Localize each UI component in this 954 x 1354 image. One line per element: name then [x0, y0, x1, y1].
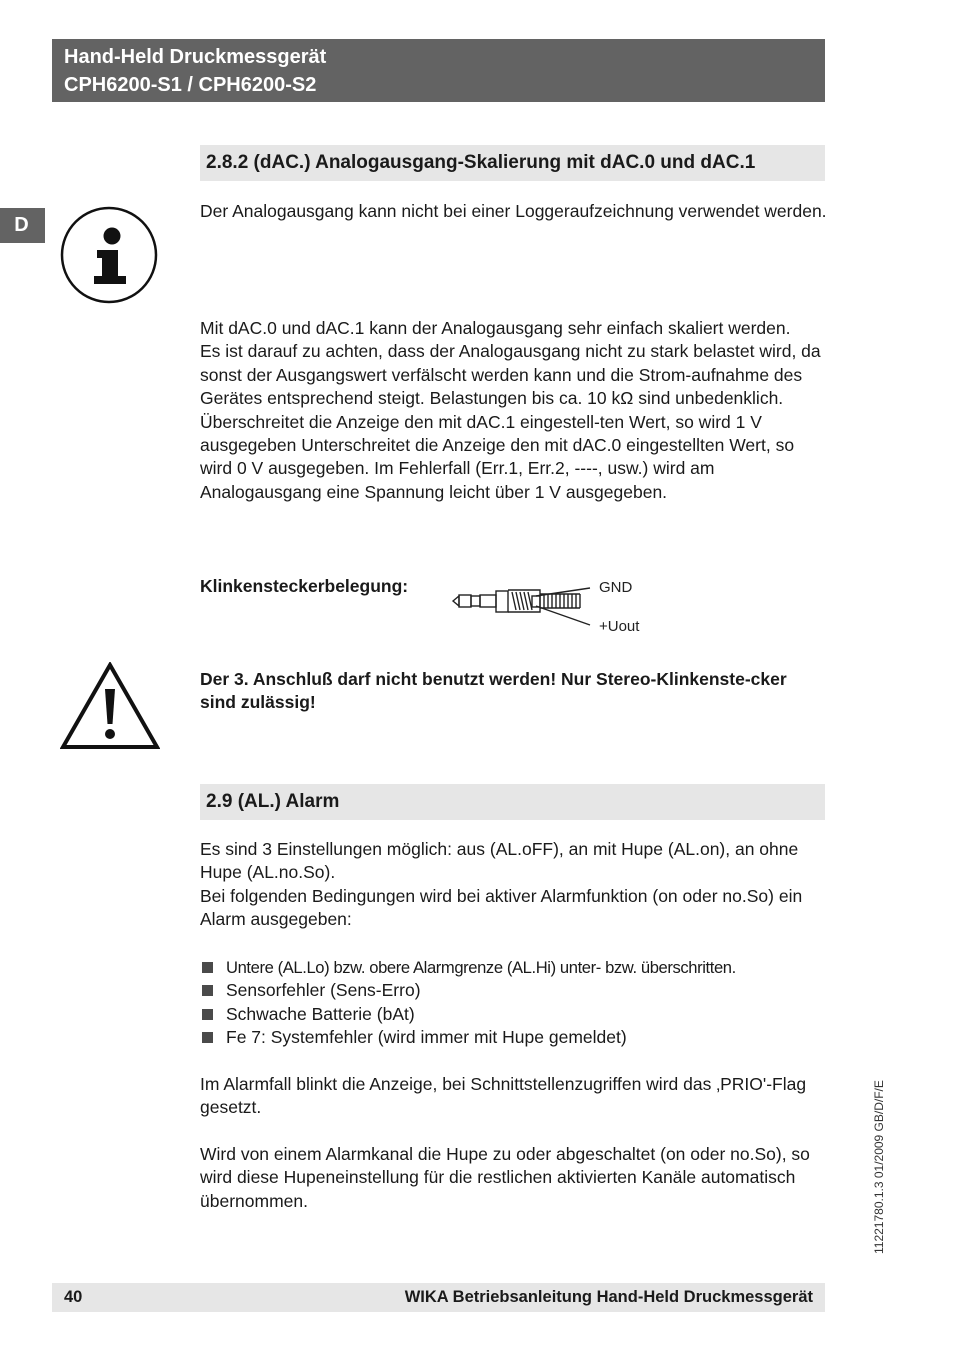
warning-icon [60, 662, 160, 750]
paragraph: Bei folgenden Bedingungen wird bei aktiver Alarmfunktion (on oder no.So) ein Alarm ausgegeben: [200, 885, 803, 930]
alarm-blink-text: Im Alarmfall blinkt die Anzeige, bei Schnittstellenzugriffen wird das ‚PRIO'-Flag gesetzt. [200, 1074, 807, 1118]
list-item: Fe 7: Systemfehler (wird immer mit Hupe gemeldet) [200, 1026, 828, 1049]
document-header [52, 39, 825, 102]
plug-assignment-label: Klinkensteckerbelegung: [200, 576, 409, 596]
section-282-body [200, 317, 828, 504]
list-item: Sensorfehler (Sens-Erro) [200, 979, 828, 1002]
bullet-square-icon [202, 1032, 213, 1043]
bullet-square-icon [202, 985, 213, 996]
document-footer [52, 1283, 825, 1312]
section-heading-29: 2.9 (AL.) Alarm [200, 784, 825, 820]
header-title-line2: CPH6200-S1 / CPH6200-S2 [64, 74, 317, 96]
language-tab: D [0, 208, 45, 243]
paragraph: Mit dAC.0 und dAC.1 kann der Analogausgang sehr einfach skaliert werden. [200, 318, 791, 338]
page-number: 40 [64, 1288, 83, 1306]
section-heading-282: 2.8.2 (dAC.) Analogausgang-Skalierung mit dAC.0 und dAC.1 [200, 145, 825, 181]
document-code: 11221780.1.3 01/2009 GB/D/F/E [872, 1080, 886, 1254]
info-note-text: Der Analogausgang kann nicht bei einer Loggeraufzeichnung verwendet werden. [200, 201, 827, 221]
plug-gnd-label: GND [599, 579, 633, 596]
alarm-horn-text: Wird von einem Alarmkanal die Hupe zu oder abgeschaltet (on oder no.So), so wird diese Hupeneinstellung für die restlichen aktivierten Kanäle automatisch übernommen. [200, 1144, 810, 1211]
plug-uout-label: +Uout [599, 618, 640, 635]
section-29-intro [200, 838, 828, 932]
warning-text: Der 3. Anschluß darf nicht benutzt werden! Nur Stereo-Klinkenste-cker sind zulässig! [200, 669, 787, 713]
alarm-conditions-list [200, 956, 828, 1050]
paragraph: Es sind 3 Einstellungen möglich: aus (AL.oFF), an mit Hupe (AL.on), an ohne Hupe (AL.no.So). [200, 839, 799, 883]
info-icon [60, 206, 160, 306]
list-item: Untere (AL.Lo) bzw. obere Alarmgrenze (AL.Hi) unter- bzw. überschritten. [200, 956, 828, 979]
list-item: Schwache Batterie (bAt) [200, 1003, 828, 1026]
paragraph: Es ist darauf zu achten, dass der Analogausgang nicht zu stark belastet wird, da sonst der Ausgangswert verfälscht werden kann und die Strom-aufnahme des Gerätes entsprechend steigt. Belastungen bis ca. 10 kΩ sind unbedenklich. Überschreitet die Anzeige den mit dAC.1 eingestell-ten Wert, so wird 1 V ausgegeben Unterschreitet die Anzeige den mit dAC.0 eingestellten Wert, so wird 0 V ausgegeben. Im Fehlerfall (Err.1, Err.2, ----, usw.) wird am Analogausgang eine Spannung leicht über 1 V ausgegeben. [200, 341, 821, 502]
jack-plug-diagram [450, 582, 600, 632]
footer-title: WIKA Betriebsanleitung Hand-Held Druckmessgerät [404, 1288, 813, 1306]
bullet-square-icon [202, 962, 213, 973]
header-title-line1: Hand-Held Druckmessgerät [64, 46, 327, 68]
bullet-square-icon [202, 1009, 213, 1020]
